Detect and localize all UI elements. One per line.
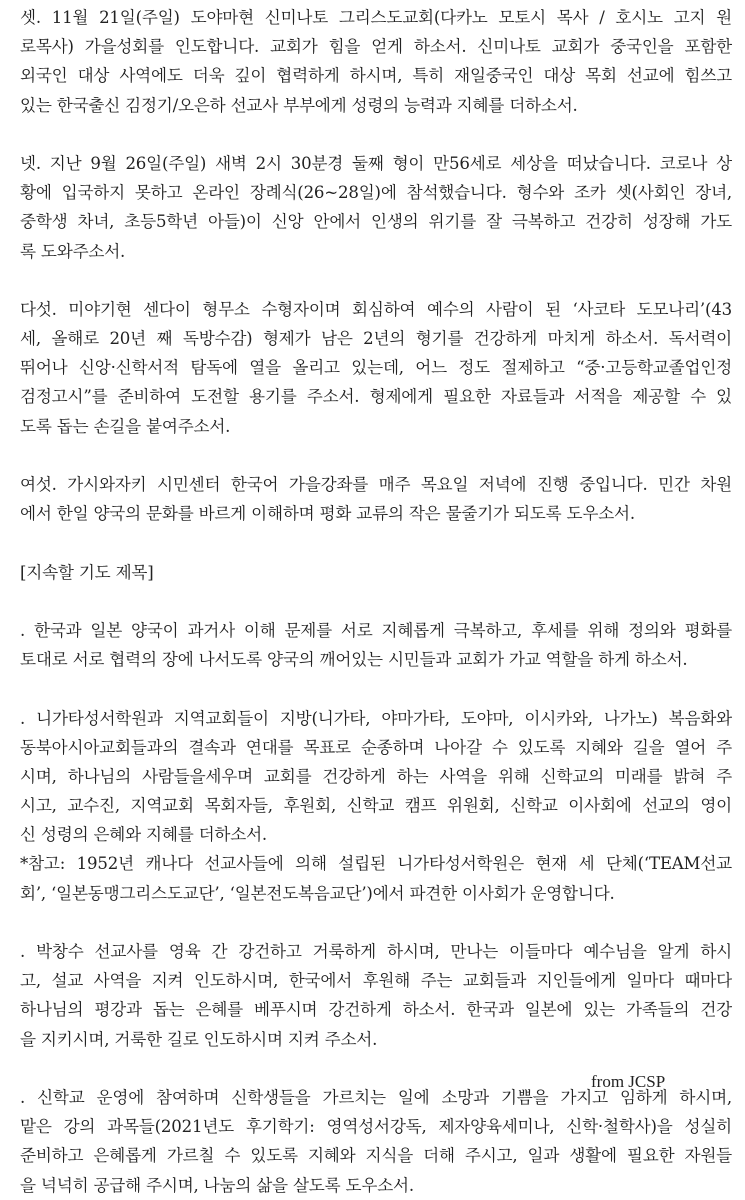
paragraph-gap [20,120,732,149]
ongoing-prayer-4 [20,1083,732,1200]
note-line: *참고: 1952년 캐나다 선교사들에 의해 설립된 니가타성서학원은 현재 세 단체(‘TEAM선교 [20,854,732,874]
text-line: . 한국과 일본 양국이 과거사 이해 문제를 서로 지혜롭게 극복하고, 후세를 위해 정의와 평화를 [20,620,732,640]
text-line: 신 성령의 은혜와 지혜를 더하소서. [20,825,267,845]
paragraph-gap [20,266,732,295]
prayer-item-6 [20,470,732,528]
text-line: 세, 올해로 20년 째 독방수감) 형제가 남은 2년의 형기를 건강하게 마치게 하소서. 독서력이 [20,329,732,349]
text-line: 을 지키시며, 거룩한 길로 인도하시며 지켜 주소서. [20,1029,378,1049]
ongoing-prayer-1 [20,616,732,674]
text-line: 셋. 11월 21일(주일) 도야마현 신미나토 그리스도교회(다카노 모토시 목사 / 호시노 고지 원 [20,8,732,27]
text-line: 시고, 교수진, 지역교회 목회자들, 후원회, 신학교 캠프 위원회, 신학교 이사회에 선교의 영이 [20,796,732,816]
text-line: 고, 설교 사역을 지켜 인도하시며, 한국에서 후원해 주는 교회들과 지인들에게 일마다 때마다 [20,971,732,991]
text-line: 로목사) 가을성회를 인도합니다. 교회가 힘을 얻게 하소서. 신미나토 교회가 중국인을 포함한 [20,37,732,57]
text-line: 황에 입국하지 못하고 온라인 장례식(26~28일)에 참석했습니다. 형수와 조카 셋(사회인 장녀, [20,183,732,203]
text-line: 여섯. 가시와자키 시민센터 한국어 가을강좌를 매주 목요일 저녁에 진행 중입니다. 민간 차원 [20,475,732,494]
text-line: 맡은 강의 과목들(2021년도 후기학기: 영역성서강독, 제자양육세미나, 신학·철학사)을 성실히 [20,1117,732,1137]
text-line: . 신학교 운영에 참여하며 신학생들을 가르치는 일에 소망과 기쁨을 가지고 임하게 하시며, [20,1087,732,1107]
ongoing-prayers-heading: [지속할 기도 제목] [20,562,154,582]
text-line: . 니가타성서학원과 지역교회들이 지방(니가타, 야마가타, 도야마, 이시카와, 나가노) 복음화와 [20,708,732,728]
signature: from JCSP [591,1072,666,1091]
prayer-item-4 [20,149,732,266]
reference-note [20,849,732,907]
ongoing-prayer-3 [20,937,732,1054]
paragraph-gap [20,674,732,703]
text-line: 있는 한국출신 김정기/오은하 선교사 부부에게 성령의 능력과 지혜를 더하소서. [20,95,578,115]
prayer-letter-document [20,3,732,1200]
paragraph-gap [20,587,732,616]
text-line: 을 넉넉히 공급해 주시며, 나눔의 삶을 살도록 도우소서. [20,1175,414,1195]
text-line: 도록 돕는 손길을 붙여주소서. [20,416,231,436]
text-line: 검정고시”를 준비하여 도전할 용기를 주소서. 형제에게 필요한 자료들과 서적을 제공할 수 있 [20,387,732,407]
paragraph-gap [20,441,732,470]
text-line: 토대로 서로 협력의 장에 나서도록 양국의 깨어있는 시민들과 교회가 가교 역할을 하게 하소서. [20,650,688,670]
text-line: 록 도와주소서. [20,241,126,261]
text-line: . 박창수 선교사를 영육 간 강건하고 거룩하게 하시며, 만나는 이들마다 예수님을 알게 하시 [20,942,732,961]
prayer-item-3 [20,3,732,120]
ongoing-prayer-2 [20,704,732,908]
paragraph-gap [20,528,732,557]
prayer-item-5 [20,295,732,441]
text-line: 뛰어나 신앙·신학서적 탐독에 열을 올리고 있는데, 어느 정도 절제하고 “중·고등학교졸업인정 [20,358,732,378]
text-line: 중학생 차녀, 초등5학년 아들)이 신앙 안에서 인생의 위기를 잘 극복하고 건강히 성장해 가도 [20,212,732,232]
text-line: 시며, 하나님의 사람들을세우며 교회를 건강하게 하는 사역을 위해 신학교의 미래를 밝혀 주 [20,766,732,786]
text-line: 준비하고 은혜롭게 가르칠 수 있도록 지혜와 지식을 더해 주시고, 일과 생활에 필요한 자원들 [20,1146,732,1166]
text-line: 외국인 대상 사역에도 더욱 깊이 협력하게 하시며, 특히 재일중국인 대상 목회 선교에 힘쓰고 [20,66,732,86]
paragraph-gap [20,908,732,937]
section-heading [20,558,732,587]
text-line: 동북아시아교회들과의 결속과 연대를 목표로 순종하며 나아갈 수 있도록 지혜와 길을 열어 주 [20,737,732,757]
note-line: 회’, ‘일본동맹그리스도교단’, ‘일본전도복음교단’)에서 파견한 이사회가 운영합니다. [20,883,615,903]
text-line: 넷. 지난 9월 26일(주일) 새벽 2시 30분경 둘째 형이 만56세로 세상을 떠났습니다. 코로나 상 [20,153,732,173]
text-line: 하나님의 평강과 돕는 은혜를 베푸시며 강건하게 하소서. 한국과 일본에 있는 가족들의 건강 [20,1000,732,1020]
text-line: 다섯. 미야기현 센다이 형무소 수형자이며 회심하여 예수의 사람이 된 ‘사코타 도모나리’(43 [20,299,732,319]
text-line: 에서 한일 양국의 문화를 바르게 이해하며 평화 교류의 작은 물줄기가 되도록 도우소서. [20,504,635,524]
